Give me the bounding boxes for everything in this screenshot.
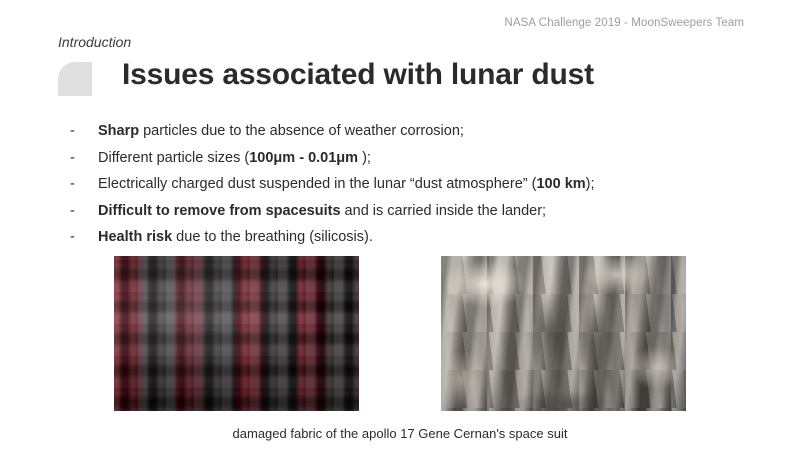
image-caption: damaged fabric of the apollo 17 Gene Cernan's space suit xyxy=(232,426,568,441)
bullet-rest: due to the breathing (silicosis). xyxy=(172,229,373,245)
list-item xyxy=(70,228,770,247)
image-row xyxy=(0,256,800,416)
bullet-marker: - xyxy=(70,202,75,219)
bullet-list xyxy=(70,122,770,255)
bullet-marker: - xyxy=(70,149,75,166)
page-title: Issues associated with lunar dust xyxy=(122,58,594,91)
bullet-bold-lead: Difficult to remove from spacesuits xyxy=(98,202,341,219)
dusty-fabric-image xyxy=(441,256,686,411)
fabric-weave-image xyxy=(114,256,359,411)
list-item xyxy=(70,149,770,168)
bullet-marker: - xyxy=(70,229,75,245)
bullet-rest: particles due to the absence of weather corrosion; xyxy=(139,123,464,139)
bullet-marker: - xyxy=(70,123,75,139)
bullet-text xyxy=(98,149,371,168)
slide-header-credit: NASA Challenge 2019 - MoonSweepers Team xyxy=(504,17,744,29)
bullet-bold-lead: Health risk xyxy=(98,229,173,245)
bullet-text xyxy=(98,175,595,194)
bullet-bold-mid: 100μm - 0.01μm xyxy=(249,149,359,166)
bullet-text xyxy=(98,122,464,141)
bullet-bold-mid: 100 km xyxy=(536,176,586,192)
bullet-rest: Different particle sizes ( xyxy=(98,149,250,166)
dusty-fabric-highlights xyxy=(441,256,686,411)
fabric-weave-shading xyxy=(114,256,359,411)
title-block xyxy=(58,58,758,114)
bullet-bold-lead: Sharp xyxy=(98,123,140,139)
bullet-tail: ); xyxy=(585,176,595,192)
bullet-rest: Electrically charged dust suspended in the lunar “dust atmosphere” ( xyxy=(98,176,537,192)
bullet-tail: ); xyxy=(358,149,371,166)
list-item xyxy=(70,202,770,221)
section-label: Introduction xyxy=(58,34,132,50)
list-item xyxy=(70,122,770,141)
bullet-rest: and is carried inside the lander; xyxy=(340,202,547,219)
bullet-marker: - xyxy=(70,176,75,192)
bullet-text xyxy=(98,202,546,221)
bullet-text xyxy=(98,228,373,247)
title-accent-shape xyxy=(58,62,92,96)
list-item xyxy=(70,175,770,194)
